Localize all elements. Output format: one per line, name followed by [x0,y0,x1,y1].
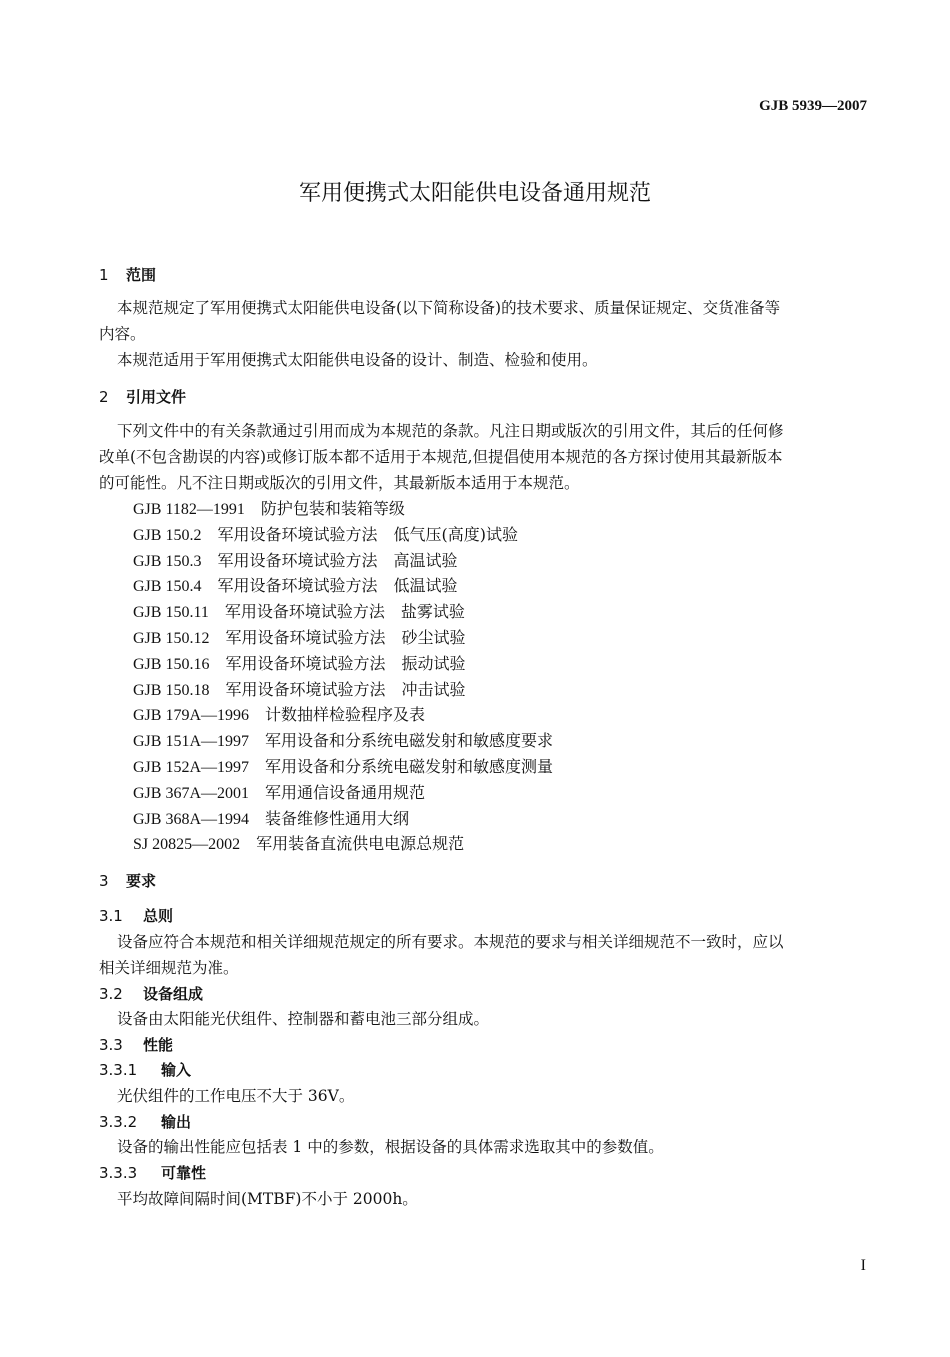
section-number: 3.1 [99,907,123,925]
reference-item [133,757,553,778]
reference-item [133,654,465,675]
section-3-2-heading [99,984,203,1004]
paragraph-line: 下列文件中的有关条款通过引用而成为本规范的条款。凡注日期或版次的引用文件，其后的任何修 [117,422,784,440]
section-title: 设备组成 [143,985,204,1003]
reference-title: 军用装备直流供电电源总规范 [256,834,465,854]
section-number: 3.3.2 [99,1113,138,1131]
section-3-3-2-heading [99,1112,191,1132]
reference-item [133,551,457,572]
paragraph-line: 设备的输出性能应包括表 1 中的参数，根据设备的具体需求选取其中的参数值。 [117,1138,664,1156]
reference-title: 军用设备环境试验方法 振动试验 [225,653,466,673]
paragraph-line: 平均故障间隔时间(MTBF)不小于 2000h。 [117,1190,418,1208]
reference-title: 军用设备环境试验方法 盐雾试验 [224,602,465,622]
reference-title: 军用设备环境试验方法 冲击试验 [225,679,466,699]
reference-item [133,731,553,752]
paragraph-line: 内容。 [99,325,146,343]
reference-item [133,680,465,701]
reference-title: 军用设备环境试验方法 低气压(高度)试验 [217,524,518,544]
section-number: 2 [99,388,109,406]
reference-item [133,783,425,804]
section-3-heading [99,871,156,891]
reference-code: GJB 150.3 [133,552,202,570]
section-number: 1 [99,266,109,284]
reference-code: GJB 368A—1994 [133,810,250,828]
reference-code: GJB 150.4 [133,578,202,596]
document-title: 军用便携式太阳能供电设备通用规范 [298,181,651,206]
section-title: 输入 [161,1061,192,1079]
paragraph-line: 设备应符合本规范和相关详细规范规定的所有要求。本规范的要求与相关详细规范不一致时，应以 [117,933,784,951]
reference-code: GJB 179A—1996 [133,707,250,725]
section-number: 3 [99,872,109,890]
reference-item [133,576,457,597]
section-2-heading [99,387,186,407]
reference-title: 装备维修性通用大纲 [265,808,410,828]
section-number: 3.3.1 [99,1061,138,1079]
reference-code: GJB 1182—1991 [133,501,245,518]
reference-title: 防护包装和装箱等级 [260,499,405,518]
section-number: 3.3.3 [99,1164,138,1182]
reference-title: 军用设备环境试验方法 低温试验 [217,576,458,596]
section-title: 总则 [143,907,174,925]
reference-title: 军用设备和分系统电磁发射和敏感度要求 [265,731,554,751]
reference-item [133,602,465,623]
reference-item [133,628,465,649]
paragraph-line: 本规范适用于军用便携式太阳能供电设备的设计、制造、检验和使用。 [117,351,598,369]
reference-code: GJB 150.18 [133,681,210,699]
page-number: I [860,1257,866,1274]
paragraph-line: 相关详细规范为准。 [99,959,239,977]
reference-item [133,499,405,520]
paragraph-line: 改单(不包含勘误的内容)或修订版本都不适用于本规范,但提倡使用本规范的各方探讨使用其最新版本 [99,448,783,466]
section-title: 输出 [161,1113,192,1131]
section-3-3-1-heading [99,1060,191,1080]
section-1-heading [99,265,156,285]
reference-item [133,809,409,830]
section-title: 引用文件 [126,388,187,406]
section-title: 范围 [126,266,157,284]
paragraph-line: 本规范规定了军用便携式太阳能供电设备(以下简称设备)的技术要求、质量保证规定、交货准备等 [117,299,781,317]
section-title: 要求 [126,872,157,890]
paragraph-line: 的可能性。凡不注日期或版次的引用文件，其最新版本适用于本规范。 [99,474,580,492]
reference-title: 计数抽样检验程序及表 [265,705,426,725]
reference-item [133,834,464,855]
section-3-3-heading [99,1035,173,1055]
reference-code: GJB 150.11 [133,604,209,622]
reference-code: GJB 150.2 [133,526,202,544]
section-number: 3.3 [99,1036,123,1054]
reference-code: GJB 150.16 [133,655,210,673]
reference-title: 军用设备环境试验方法 高温试验 [217,550,458,570]
section-title: 可靠性 [161,1164,207,1182]
reference-code: GJB 150.12 [133,630,210,647]
reference-code: GJB 152A—1997 [133,759,250,776]
section-title: 性能 [143,1036,174,1054]
section-3-1-heading [99,906,173,926]
reference-title: 军用设备和分系统电磁发射和敏感度测量 [265,757,554,776]
reference-code: SJ 20825—2002 [133,836,241,854]
reference-title: 军用设备环境试验方法 砂尘试验 [225,628,466,647]
paragraph-line: 光伏组件的工作电压不大于 36V。 [117,1087,355,1105]
reference-item [133,525,518,546]
reference-code: GJB 151A—1997 [133,733,250,751]
standard-number: GJB 5939—2007 [759,98,867,114]
paragraph-line: 设备由太阳能光伏组件、控制器和蓄电池三部分组成。 [117,1010,490,1028]
section-3-3-3-heading [99,1163,206,1183]
reference-item [133,705,425,726]
section-number: 3.2 [99,985,123,1003]
reference-title: 军用通信设备通用规范 [265,782,426,802]
reference-code: GJB 367A—2001 [133,784,250,802]
